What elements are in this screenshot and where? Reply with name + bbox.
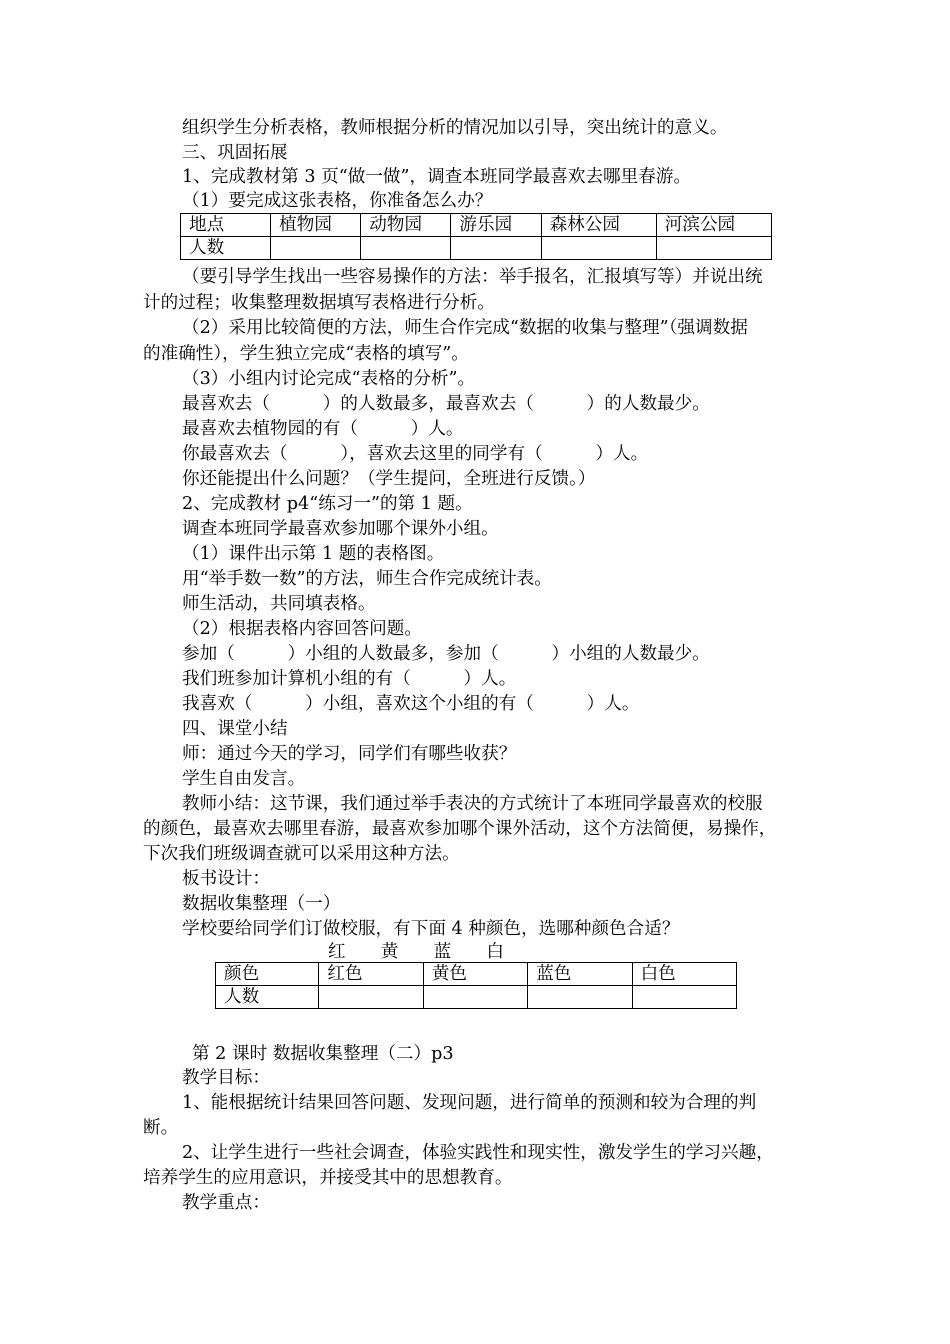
- paragraph-line: 我们班参加计算机小组的有（ ）人。: [182, 669, 517, 689]
- lesson-heading: 第 2 课时 数据收集整理（二）p3: [192, 1044, 454, 1064]
- paragraph-line: 你还能提出什么问题？（学生提问，全班进行反馈。）: [182, 469, 596, 489]
- paragraph-line: 计的过程；收集整理数据填写表格进行分析。: [143, 293, 495, 313]
- paragraph-line: 1、完成教材第 3 页“做一做”，调查本班同学最喜欢去哪里春游。: [182, 167, 692, 187]
- table-cell: [451, 237, 541, 260]
- table-row: [216, 963, 737, 986]
- table-cell: 红色: [319, 963, 423, 986]
- table-cell: 动物园: [361, 214, 451, 237]
- paragraph-line: 用“举手数一数”的方法，师生合作完成统计表。: [182, 569, 552, 589]
- paragraph-line: 最喜欢去植物园的有（ ）人。: [182, 419, 464, 439]
- paragraph-line: 学校要给同学们订做校服，有下面 4 种颜色，选哪种颜色合适？: [182, 919, 680, 939]
- paragraph-line: 参加（ ）小组的人数最多，参加（ ）小组的人数最少。: [182, 644, 710, 664]
- paragraph-line: 教师小结：这节课，我们通过举手表决的方式统计了本班同学最喜欢的校服: [182, 794, 763, 814]
- paragraph-line: 的准确性），学生独立完成“表格的填写”。: [143, 344, 469, 364]
- paragraph-line: 2、完成教材 p4“练习一”的第 1 题。: [182, 494, 473, 514]
- table-cell: 森林公园: [541, 214, 656, 237]
- table-cell: 蓝色: [528, 963, 632, 986]
- paragraph-line: 教学目标：: [182, 1068, 270, 1088]
- section-heading: 四、课堂小结: [182, 719, 288, 739]
- paragraph-line: （1）要完成这张表格，你准备怎么办？: [182, 191, 493, 211]
- table-cell: [528, 986, 632, 1009]
- paragraph-line: 组织学生分析表格，教师根据分析的情况加以引导，突出统计的意义。: [182, 118, 728, 138]
- table-cell: 黄色: [423, 963, 527, 986]
- uniform-color-table: [215, 962, 737, 1009]
- table-row: [216, 986, 737, 1009]
- table-cell: [319, 986, 423, 1009]
- table-cell: 人数: [181, 237, 271, 260]
- paragraph-line: 2、让学生进行一些社会调查，体验实践性和现实性，激发学生的学习兴趣，: [182, 1143, 774, 1163]
- table-cell: 颜色: [216, 963, 319, 986]
- table-cell: 白色: [632, 963, 736, 986]
- paragraph-line: 学生自由发言。: [182, 769, 306, 789]
- paragraph-line: 师：通过今天的学习，同学们有哪些收获？: [182, 744, 517, 764]
- table-row: [181, 214, 772, 237]
- paragraph-line: 我喜欢（ ）小组，喜欢这个小组的有（ ）人。: [182, 694, 640, 714]
- paragraph-line: 的颜色，最喜欢去哪里春游，最喜欢参加哪个课外活动，这个方法简便，易操作，: [143, 819, 777, 839]
- table-cell: 河滨公园: [656, 214, 771, 237]
- table-cell: [271, 237, 361, 260]
- table-cell: [361, 237, 451, 260]
- color-options-line: 红 黄 蓝 白: [328, 942, 504, 962]
- paragraph-line: （3）小组内讨论完成“表格的分析”。: [182, 369, 476, 389]
- paragraph-line: 数据收集整理（一）: [182, 894, 341, 914]
- paragraph-line: 教学重点：: [182, 1193, 270, 1213]
- paragraph-line: 你最喜欢去（ ），喜欢去这里的同学有（ ）人。: [182, 444, 649, 464]
- section-heading: 三、巩固拓展: [182, 143, 288, 163]
- table-cell: 游乐园: [451, 214, 541, 237]
- paragraph-line: 师生活动，共同填表格。: [182, 594, 376, 614]
- paragraph-line: 下次我们班级调查就可以采用这种方法。: [143, 844, 460, 864]
- paragraph-line: （2）根据表格内容回答问题。: [182, 619, 422, 639]
- paragraph-line: 调查本班同学最喜欢参加哪个课外小组。: [182, 519, 499, 539]
- paragraph-line: 培养学生的应用意识，并接受其中的思想教育。: [143, 1168, 513, 1188]
- table-row: [181, 237, 772, 260]
- table-cell: 人数: [216, 986, 319, 1009]
- paragraph-line: 最喜欢去（ ）的人数最多，最喜欢去（ ）的人数最少。: [182, 394, 710, 414]
- paragraph-line: （要引导学生找出一些容易操作的方法：举手报名，汇报填写等）并说出统: [182, 267, 763, 287]
- paragraph-line: （1）课件出示第 1 题的表格图。: [182, 544, 445, 564]
- table-cell: [632, 986, 736, 1009]
- table-cell: [656, 237, 771, 260]
- table-cell: [423, 986, 527, 1009]
- paragraph-line: 断。: [143, 1118, 179, 1138]
- table-cell: [541, 237, 656, 260]
- table-cell: 地点: [181, 214, 271, 237]
- spring-outing-table: [180, 213, 772, 260]
- paragraph-line: （2）采用比较简便的方法，师生合作完成“数据的收集与整理”（强调数据: [182, 318, 748, 338]
- paragraph-line: 1、能根据统计结果回答问题、发现问题，进行简单的预测和较为合理的判: [182, 1093, 757, 1113]
- paragraph-line: 板书设计：: [182, 869, 270, 889]
- table-cell: 植物园: [271, 214, 361, 237]
